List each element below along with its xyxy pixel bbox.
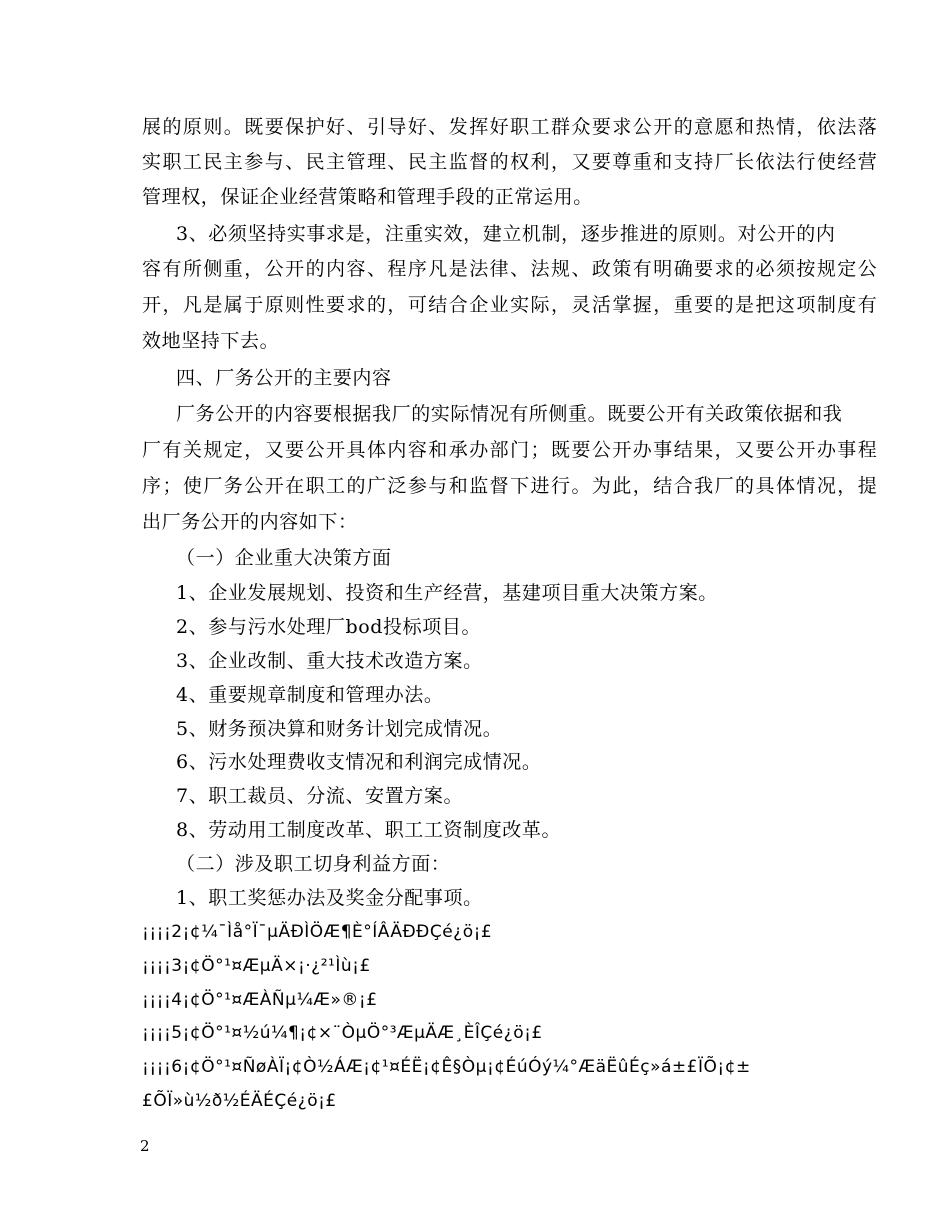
list-item: 1、企业发展规划、投资和生产经营，基建项目重大决策方案。 [176, 582, 718, 604]
paragraph-line: 3、必须坚持实事求是，注重实效，建立机制，逐步推进的原则。对公开的内 [176, 223, 836, 245]
garbled-line: ¡¡¡¡6¡¢Ö°¹¤ÑøÀÏ¡¢Ò½ÁÆ¡¢¹¤ÉË¡¢Ê§Òµ¡¢ÉúÓý¼°ÆäËûÉç»á±£ÏÕ¡¢± [142, 1057, 751, 1077]
paragraph-line: 效地坚持下去。 [142, 330, 280, 352]
paragraph-line: 展的原则。既要保护好、引导好、发挥好职工群众要求公开的意愿和热情，依法落 [142, 116, 879, 138]
list-item: 8、劳动用工制度改革、职工工资制度改革。 [176, 819, 562, 841]
list-item: 5、财务预决算和财务计划完成情况。 [176, 718, 503, 740]
paragraph-line: 容有所侧重，公开的内容、程序凡是法律、法规、政策有明确要求的必须按规定公 [142, 258, 879, 280]
list-item: 4、重要规章制度和管理办法。 [176, 684, 444, 706]
garbled-line: ¡¡¡¡4¡¢Ö°¹¤ÆÀÑµ¼Æ»®¡£ [142, 990, 378, 1010]
list-item: 6、污水处理费收支情况和利润完成情况。 [176, 751, 542, 773]
paragraph-line: 管理权，保证企业经营策略和管理手段的正常运用。 [142, 186, 593, 208]
paragraph-line: 序；使厂务公开在职工的广泛参与和监督下进行。为此，结合我厂的具体情况，提 [142, 475, 879, 497]
list-item: 3、企业改制、重大技术改造方案。 [176, 650, 483, 672]
paragraph-line: 实职工民主参与、民主管理、民主监督的权利，又要尊重和支持厂长依法行使经营 [142, 151, 879, 173]
garbled-line: ¡¡¡¡2¡¢¼¯Ìå°Ï¯µÄÐÌÖÆ¶È°ÍÂÄÐÐÇé¿ö¡£ [142, 922, 493, 942]
list-item: 1、职工奖惩办法及奖金分配事项。 [176, 887, 483, 909]
garbled-line: £ÕÏ»ù½ð½ÉÄÉÇé¿ö¡£ [142, 1091, 337, 1111]
paragraph-line: 厂有关规定，又要公开具体内容和承办部门；既要公开办事结果，又要公开办事程 [142, 439, 879, 461]
subsection-heading: （二）涉及职工切身利益方面： [176, 853, 451, 875]
garbled-line: ¡¡¡¡3¡¢Ö°¹¤ÆµÄ×¡·¿²¹Ìù¡£ [142, 956, 371, 976]
paragraph-line: 厂务公开的内容要根据我厂的实际情况有所侧重。既要公开有关政策依据和我 [176, 403, 843, 425]
paragraph-line: 开，凡是属于原则性要求的，可结合企业实际，灵活掌握，重要的是把这项制度有 [142, 294, 879, 316]
page-number: 2 [140, 1137, 150, 1155]
list-item: 7、职工裁员、分流、安置方案。 [176, 785, 464, 807]
subsection-heading: （一）企业重大决策方面 [176, 547, 392, 569]
section-heading: 四、厂务公开的主要内容 [176, 367, 392, 389]
list-item: 2、参与污水处理厂bod投标项目。 [176, 616, 482, 638]
paragraph-line: 出厂务公开的内容如下： [142, 511, 358, 533]
garbled-line: ¡¡¡¡5¡¢Ö°¹¤½ú¼¶¡¢×¨ÒµÖ°³ÆµÄÆ¸ÈÎÇé¿ö¡£ [142, 1023, 543, 1043]
